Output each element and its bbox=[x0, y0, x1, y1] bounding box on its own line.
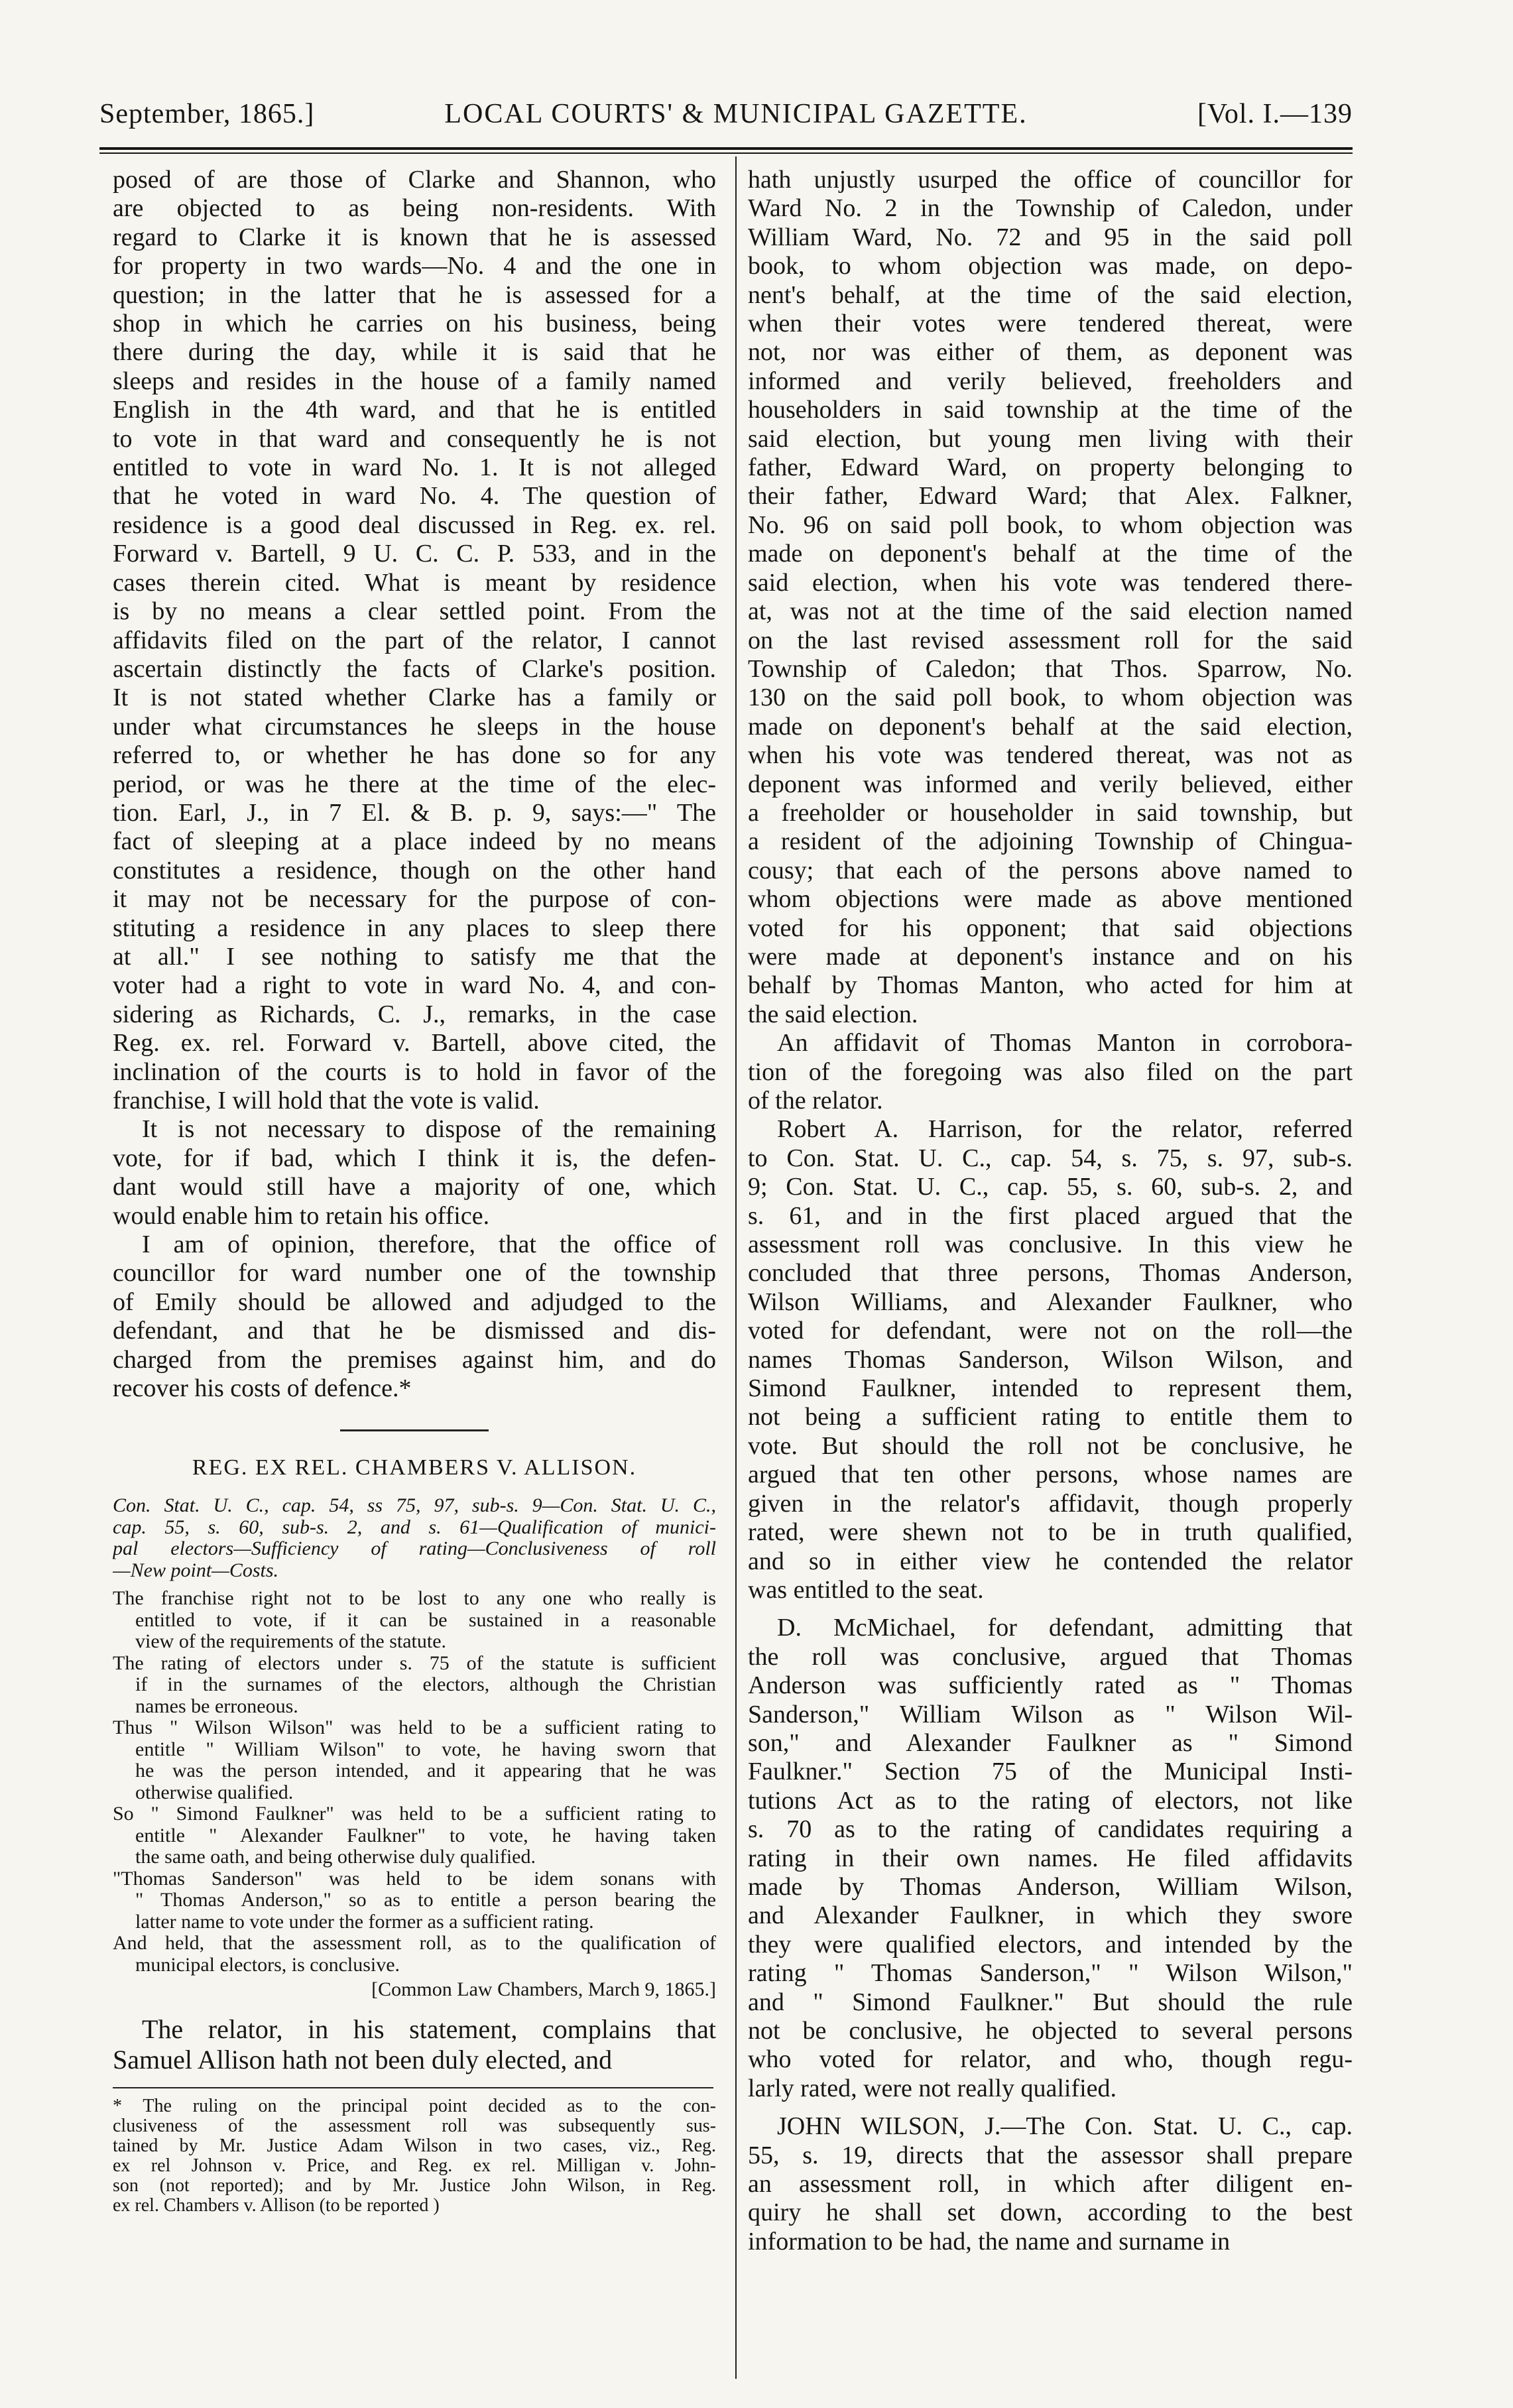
text-line: the roll was conclusive, argued that Thomas bbox=[748, 1642, 1353, 1671]
text-line: residence is a good deal discussed in Reg. ex. rel. bbox=[113, 511, 716, 539]
headnote-line: municipal electors, is conclusive. bbox=[135, 1954, 400, 1976]
header-date: September, 1865.] bbox=[99, 99, 315, 129]
text-line: the said election. bbox=[748, 1000, 918, 1028]
text-line: rating " Thomas Sanderson," " Wilson Wilson," bbox=[748, 1959, 1353, 1988]
text-line: book, to whom objection was made, on depo- bbox=[748, 252, 1353, 280]
section-separator bbox=[340, 1429, 489, 1431]
right-para-2 bbox=[748, 1029, 1353, 1115]
headnote-line: entitled to vote, if it can be sustained in a reasonable bbox=[135, 1609, 716, 1631]
text-line: Samuel Allison hath not been duly elected, and bbox=[113, 2045, 613, 2075]
right-para-5 bbox=[748, 2112, 1353, 2256]
text-line: not be conclusive, he objected to several persons bbox=[748, 2017, 1353, 2045]
text-line: argued that ten other persons, whose names are bbox=[748, 1461, 1353, 1489]
text-line: vote, for if bad, which I think it is, the defen- bbox=[113, 1144, 716, 1172]
column-divider bbox=[735, 156, 737, 2379]
text-line: constitutes a residence, though on the other hand bbox=[113, 856, 716, 884]
text-line: of Emily should be allowed and adjudged to the bbox=[113, 1288, 716, 1316]
headnote-line: entitle " William Wilson" to vote, he having sworn that bbox=[135, 1738, 716, 1760]
headnote-line: latter name to vote under the former as a sufficient rating. bbox=[135, 1911, 594, 1933]
text-line: clusiveness of the assessment roll was subsequently sus- bbox=[113, 2116, 716, 2137]
text-line: stituting a residence in any places to sleep there bbox=[113, 914, 716, 942]
text-line: deponent was informed and verily believed, either bbox=[748, 770, 1353, 798]
text-line: made by Thomas Anderson, William Wilson, bbox=[748, 1872, 1353, 1901]
text-line: vote. But should the roll not be conclusive, he bbox=[748, 1431, 1353, 1460]
text-line: whom objections were made as above mentioned bbox=[748, 885, 1353, 914]
text-line: it may not be necessary for the purpose of con- bbox=[113, 885, 716, 914]
text-line: and Alexander Faulkner, in which they swore bbox=[748, 1901, 1353, 1930]
text-line: ascertain distinctly the facts of Clarke's position. bbox=[113, 654, 716, 683]
text-line: regard to Clarke it is known that he is assessed bbox=[113, 223, 716, 251]
header-volume: [Vol. I.—139 bbox=[1197, 99, 1353, 129]
text-line: inclination of the courts is to hold in favor of the bbox=[113, 1057, 716, 1086]
text-line: sidering as Richards, C. J., remarks, in the case bbox=[113, 1000, 716, 1028]
text-line: It is not necessary to dispose of the remaining bbox=[142, 1115, 716, 1144]
text-line: there during the day, while it is said that he bbox=[113, 338, 716, 367]
text-line: fact of sleeping at a place indeed by no means bbox=[113, 827, 716, 856]
text-line: to vote in that ward and consequently he is not bbox=[113, 424, 716, 453]
text-line: assessment roll was conclusive. In this view he bbox=[748, 1231, 1353, 1259]
text-line: were made at deponent's instance and on his bbox=[748, 942, 1353, 971]
footnote bbox=[113, 2096, 716, 2216]
text-line: behalf by Thomas Manton, who acted for him at bbox=[748, 971, 1353, 1000]
text-line: when their votes were tendered thereat, were bbox=[748, 310, 1353, 338]
text-line: Sanderson," William Wilson as " Wilson Wil- bbox=[748, 1700, 1353, 1728]
text-line: they were qualified electors, and intended by the bbox=[748, 1930, 1353, 1958]
text-line: son (not reported); and by Mr. Justice John Wilson, in Reg. bbox=[113, 2176, 716, 2197]
text-line: at all." I see nothing to satisfy me that the bbox=[113, 942, 716, 971]
text-line: an assessment roll, in which after diligent en- bbox=[748, 2170, 1353, 2198]
statute-note bbox=[113, 1495, 716, 1581]
left-para-1 bbox=[113, 166, 716, 1115]
text-line: rated, were shewn not to be in truth qualified, bbox=[748, 1518, 1353, 1547]
text-line: names Thomas Sanderson, Wilson Wilson, and bbox=[748, 1345, 1353, 1374]
text-line: when his vote was tendered thereat, was not as bbox=[748, 741, 1353, 770]
right-para-3 bbox=[748, 1115, 1353, 1604]
text-line: tion of the foregoing was also filed on the part bbox=[748, 1057, 1353, 1086]
footnote-rule bbox=[113, 2087, 713, 2088]
text-line: ex rel Johnson v. Price, and Reg. ex rel. Milligan v. John- bbox=[113, 2156, 716, 2177]
left-column bbox=[113, 166, 716, 2216]
headnote-line: otherwise qualified. bbox=[135, 1781, 294, 1803]
headnotes bbox=[113, 1588, 716, 1976]
text-line: No. 96 on said poll book, to whom objection was bbox=[748, 511, 1353, 539]
text-line: I am of opinion, therefore, that the office of bbox=[142, 1231, 716, 1259]
text-line: Faulkner." Section 75 of the Municipal Insti- bbox=[748, 1758, 1353, 1786]
text-line: given in the relator's affidavit, though properly bbox=[748, 1489, 1353, 1518]
text-line: It is not stated whether Clarke has a family or bbox=[113, 684, 716, 712]
headnote-line: And held, that the assessment roll, as to the qualification of bbox=[113, 1933, 716, 1955]
text-line: affidavits filed on the part of the relator, I cannot bbox=[113, 626, 716, 654]
text-line: who voted for relator, and who, though regu- bbox=[748, 2045, 1353, 2074]
page-header bbox=[99, 98, 1353, 138]
header-rule bbox=[99, 147, 1353, 150]
text-line: tion. Earl, J., in 7 El. & B. p. 9, says:—" The bbox=[113, 798, 716, 827]
text-line: period, or was he there at the time of the elec- bbox=[113, 770, 716, 798]
text-line: voted for defendant, were not on the roll—the bbox=[748, 1317, 1353, 1345]
case-title: REG. EX REL. CHAMBERS V. ALLISON. bbox=[192, 1455, 637, 1480]
headnote-line: view of the requirements of the statute. bbox=[135, 1631, 447, 1653]
text-line: defendant, and that he be dismissed and dis- bbox=[113, 1317, 716, 1345]
header-title: LOCAL COURTS' & MUNICIPAL GAZETTE. bbox=[444, 99, 1028, 129]
text-line: 9; Con. Stat. U. C., cap. 55, s. 60, sub-s. 2, and bbox=[748, 1173, 1353, 1201]
text-line: Township of Caledon; that Thos. Sparrow, No. bbox=[748, 654, 1353, 683]
text-line: are objected to as being non-residents. With bbox=[113, 194, 716, 223]
headnote-line: "Thomas Sanderson" was held to be idem sonans with bbox=[113, 1868, 716, 1890]
text-line: tained by Mr. Justice Adam Wilson in two cases, viz., Reg. bbox=[113, 2136, 716, 2157]
text-line: made on deponent's behalf at the said election, bbox=[748, 712, 1353, 741]
text-line: informed and verily believed, freeholders and bbox=[748, 367, 1353, 395]
text-line: D. McMichael, for defendant, admitting that bbox=[777, 1614, 1353, 1642]
text-line: —New point—Costs. bbox=[113, 1559, 279, 1581]
text-line: JOHN WILSON, J.—The Con. Stat. U. C., cap. bbox=[777, 2112, 1353, 2141]
text-line: was entitled to the seat. bbox=[748, 1575, 984, 1604]
text-line: nent's behalf, at the time of the said election, bbox=[748, 280, 1353, 309]
header-rule-thin bbox=[99, 152, 1353, 154]
court-line: [Common Law Chambers, March 9, 1865.] bbox=[371, 1978, 716, 2001]
text-line: for property in two wards—No. 4 and the one in bbox=[113, 252, 716, 280]
text-line: 55, s. 19, directs that the assessor shall prepare bbox=[748, 2141, 1353, 2169]
text-line: shop in which he carries on his business, being bbox=[113, 310, 716, 338]
headnote-line: The franchise right not to be lost to any one who really is bbox=[113, 1588, 716, 1610]
text-line: of the relator. bbox=[748, 1087, 883, 1114]
headnote-line: names be erroneous. bbox=[135, 1695, 298, 1717]
text-line: cases therein cited. What is meant by residence bbox=[113, 568, 716, 597]
text-line: said election, when his vote was tendered there- bbox=[748, 568, 1353, 597]
text-line: charged from the premises against him, and do bbox=[113, 1345, 716, 1374]
text-line: concluded that three persons, Thomas Anderson, bbox=[748, 1259, 1353, 1288]
headnote-line: " Thomas Anderson," so as to entitle a person bearing the bbox=[135, 1890, 716, 1911]
text-line: hath unjustly usurped the office of councillor for bbox=[748, 166, 1353, 194]
text-line: Ward No. 2 in the Township of Caledon, under bbox=[748, 194, 1353, 223]
headnote-line: Thus " Wilson Wilson" was held to be a sufficient rating to bbox=[113, 1717, 716, 1739]
headnote-line: he was the person intended, and it appearing that he was bbox=[135, 1760, 716, 1782]
text-line: Robert A. Harrison, for the relator, referred bbox=[777, 1115, 1353, 1144]
text-line: English in the 4th ward, and that he is entitled bbox=[113, 396, 716, 424]
text-line: pal electors—Sufficiency of rating—Conclusiveness of roll bbox=[113, 1538, 716, 1560]
text-line: a freeholder or householder in said township, but bbox=[748, 798, 1353, 827]
text-line: larly rated, were not really qualified. bbox=[748, 2074, 1117, 2102]
text-line: not being a sufficient rating to entitle them to bbox=[748, 1403, 1353, 1431]
headnote-line: The rating of electors under s. 75 of the statute is sufficient bbox=[113, 1652, 716, 1674]
text-line: householders in said township at the time of the bbox=[748, 396, 1353, 424]
text-line: to Con. Stat. U. C., cap. 54, s. 75, s. 97, sub-s. bbox=[748, 1144, 1353, 1172]
text-line: question; in the latter that he is assessed for a bbox=[113, 280, 716, 309]
left-para-3 bbox=[113, 1231, 716, 1403]
right-para-1 bbox=[748, 166, 1353, 1029]
headnote-line: entitle " Alexander Faulkner" to vote, he having taken bbox=[135, 1825, 716, 1846]
text-line: cap. 55, s. 60, sub-s. 2, and s. 61—Qualification of munici- bbox=[113, 1516, 716, 1538]
text-line: Simond Faulkner, intended to represent them, bbox=[748, 1374, 1353, 1403]
text-line: An affidavit of Thomas Manton in corrobora- bbox=[777, 1029, 1353, 1057]
text-line: Con. Stat. U. C., cap. 54, ss 75, 97, sub-s. 9—Con. Stat. U. C., bbox=[113, 1495, 716, 1517]
text-line: information to be had, the name and surname in bbox=[748, 2227, 1231, 2256]
text-line: s. 70 as to the rating of candidates requiring a bbox=[748, 1815, 1353, 1844]
text-line: and so in either view he contended the relator bbox=[748, 1547, 1353, 1575]
headnote-line: if in the surnames of the electors, although the Christian bbox=[135, 1674, 716, 1696]
text-line: Wilson Williams, and Alexander Faulkner, who bbox=[748, 1288, 1353, 1316]
text-line: Anderson was sufficiently rated as " Thomas bbox=[748, 1671, 1353, 1700]
left-para-2 bbox=[113, 1115, 716, 1231]
text-line: Reg. ex. rel. Forward v. Bartell, above cited, the bbox=[113, 1029, 716, 1057]
text-line: made on deponent's behalf at the time of the bbox=[748, 540, 1353, 568]
text-line: that he voted in ward No. 4. The question of bbox=[113, 482, 716, 511]
text-line: franchise, I will hold that the vote is valid. bbox=[113, 1087, 540, 1114]
right-column bbox=[748, 166, 1353, 2256]
text-line: rating in their own names. He filed affidavits bbox=[748, 1844, 1353, 1872]
left-para-4 bbox=[113, 2014, 716, 2075]
text-line: father, Edward Ward, on property belonging to bbox=[748, 453, 1353, 482]
text-line: voter had a right to vote in ward No. 4, and con- bbox=[113, 971, 716, 1000]
text-line: is by no means a clear settled point. From the bbox=[113, 597, 716, 626]
text-line: sleeps and resides in the house of a family named bbox=[113, 367, 716, 395]
text-line: not, nor was either of them, as deponent was bbox=[748, 338, 1353, 367]
text-line: The relator, in his statement, complains that bbox=[142, 2014, 716, 2045]
text-line: s. 61, and in the first placed argued that the bbox=[748, 1201, 1353, 1230]
text-line: quiry he shall set down, according to the best bbox=[748, 2198, 1353, 2227]
text-line: voted for his opponent; that said objections bbox=[748, 914, 1353, 942]
text-line: ex rel. Chambers v. Allison (to be reported ) bbox=[113, 2196, 440, 2216]
headnote-line: the same oath, and being otherwise duly qualified. bbox=[135, 1846, 536, 1868]
text-line: Forward v. Bartell, 9 U. C. C. P. 533, and in the bbox=[113, 540, 716, 568]
text-line: their father, Edward Ward; that Alex. Falkner, bbox=[748, 482, 1353, 511]
text-line: son," and Alexander Faulkner as " Simond bbox=[748, 1728, 1353, 1757]
text-line: at, was not at the time of the said election named bbox=[748, 597, 1353, 626]
text-line: would enable him to retain his office. bbox=[113, 1201, 490, 1230]
text-line: a resident of the adjoining Township of Chingua- bbox=[748, 827, 1353, 856]
text-line: William Ward, No. 72 and 95 in the said poll bbox=[748, 223, 1353, 251]
text-line: posed of are those of Clarke and Shannon, who bbox=[113, 166, 716, 194]
text-line: * The ruling on the principal point decided as to the con- bbox=[113, 2096, 716, 2117]
text-line: and " Simond Faulkner." But should the rule bbox=[748, 1988, 1353, 2016]
text-line: tutions Act as to the rating of electors, not like bbox=[748, 1786, 1353, 1815]
text-line: entitled to vote in ward No. 1. It is not alleged bbox=[113, 453, 716, 482]
right-para-4 bbox=[748, 1614, 1353, 2103]
text-line: 130 on the said poll book, to whom objection was bbox=[748, 684, 1353, 712]
text-line: cousy; that each of the persons above named to bbox=[748, 856, 1353, 884]
text-line: councillor for ward number one of the township bbox=[113, 1259, 716, 1288]
text-line: on the last revised assessment roll for the said bbox=[748, 626, 1353, 654]
text-line: referred to, or whether he has done so for any bbox=[113, 741, 716, 770]
text-line: dant would still have a majority of one, which bbox=[113, 1173, 716, 1201]
text-line: under what circumstances he sleeps in the house bbox=[113, 712, 716, 741]
text-line: said election, but young men living with their bbox=[748, 424, 1353, 453]
text-line: recover his costs of defence.* bbox=[113, 1374, 412, 1403]
headnote-line: So " Simond Faulkner" was held to be a sufficient rating to bbox=[113, 1803, 716, 1825]
